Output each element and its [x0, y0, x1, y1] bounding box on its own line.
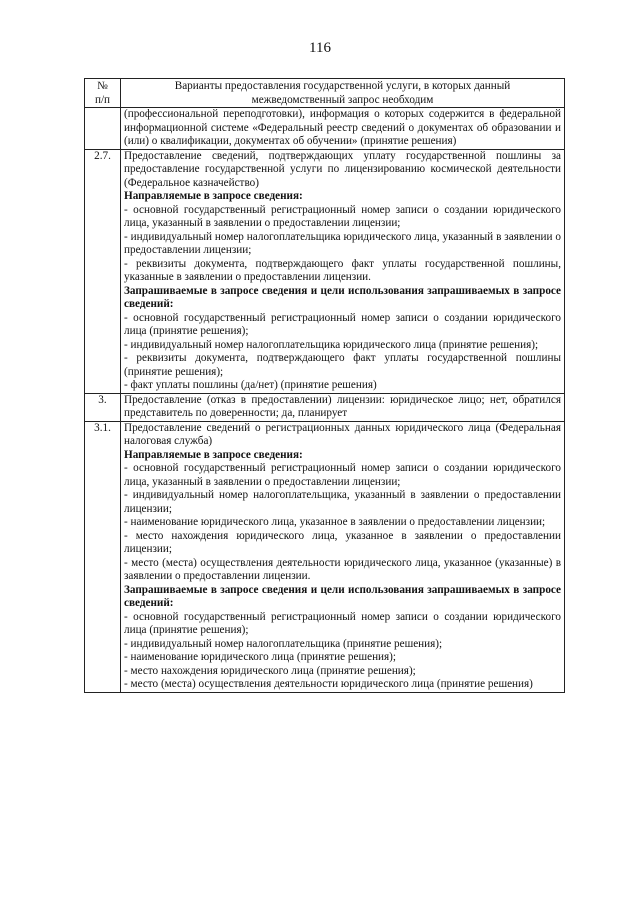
row-paragraph: - основной государственный регистрационный номер записи о создании юридического лица, указанный в заявлении о предоставлении лицензии; — [124, 462, 561, 488]
row-paragraph: - место (места) осуществления деятельности юридического лица (принятие решения) — [124, 678, 533, 690]
row-paragraph: - индивидуальный номер налогоплательщика (принятие решения); — [124, 637, 443, 650]
requests-table — [84, 78, 565, 693]
row-paragraph: - место (места) осуществления деятельности юридического лица, указанное (указанные) в заявлении о предоставлении лицензии. — [124, 556, 561, 582]
table-row — [85, 421, 565, 692]
section-heading: Направляемые в запросе сведения: — [124, 190, 303, 202]
row-content — [121, 149, 565, 393]
table-row — [85, 149, 565, 393]
row-content — [121, 393, 565, 421]
row-paragraph: - основной государственный регистрационный номер записи о создании юридического лица (принятие решения); — [124, 610, 561, 636]
column-header-number-line1: № — [97, 80, 108, 92]
column-header-variants — [121, 79, 565, 108]
row-content — [121, 421, 565, 692]
row-paragraph: - реквизиты документа, подтверждающего факт уплаты государственной пошлины, указанные в заявлении о предоставлении лицензии. — [124, 257, 561, 283]
row-paragraph: Предоставление сведений о регистрационных данных юридического лица (Федеральная налоговая служба) — [124, 421, 561, 447]
page-number: 116 — [309, 40, 331, 56]
row-paragraph: - наименование юридического лица, указанное в заявлении о предоставлении лицензии; — [124, 516, 546, 528]
section-heading: Запрашиваемые в запросе сведения и цели использования запрашиваемых в запросе сведений: — [124, 583, 561, 609]
column-header-number-line2: п/п — [94, 94, 111, 106]
table-row — [85, 108, 565, 150]
row-paragraph: - индивидуальный номер налогоплательщика юридического лица (принятие решения); — [124, 338, 539, 351]
table-row — [85, 393, 565, 421]
row-paragraph: - место нахождения юридического лица (принятие решения); — [124, 664, 416, 677]
row-content — [121, 108, 565, 150]
column-header-number — [85, 79, 121, 108]
table-body — [85, 108, 565, 693]
row-paragraph: - индивидуальный номер налогоплательщика юридического лица, указанный в заявлении о предоставлении лицензии; — [124, 230, 561, 256]
row-number: 2.7. — [85, 149, 121, 393]
row-paragraph: - факт уплаты пошлины (да/нет) (принятие решения) — [124, 379, 377, 391]
column-header-variants-line2: межведомственный запрос необходим — [251, 94, 434, 106]
column-header-variants-line1: Варианты предоставления государственной услуги, в которых данный — [174, 80, 511, 92]
row-paragraph: - наименование юридического лица (принятие решения); — [124, 651, 397, 663]
row-paragraph: - реквизиты документа, подтверждающего факт уплаты государственной пошлины (принятие решения); — [124, 352, 561, 378]
row-number: 3. — [85, 393, 121, 421]
section-heading: Запрашиваемые в запросе сведения и цели использования запрашиваемых в запросе сведений: — [124, 284, 561, 310]
row-paragraph: (профессиональной переподготовки), информация о которых содержится в федеральной информационной системе «Федеральный реестр сведений о документах об образовании и (или) о квалификации, документах об обучении» (принятие решения) — [124, 108, 561, 147]
row-paragraph: - индивидуальный номер налогоплательщика, указанный в заявлении о предоставлении лицензии; — [124, 489, 561, 515]
row-paragraph: - основной государственный регистрационный номер записи о создании юридического лица (принятие решения); — [124, 311, 561, 337]
row-paragraph: Предоставление (отказ в предоставлении) лицензии: юридическое лицо; нет, обратился представитель по доверенности; да, планирует — [124, 393, 561, 419]
table-header-row — [85, 79, 565, 108]
row-paragraph: Предоставление сведений, подтверждающих уплату государственной пошлины за предоставление государственной услуги по лицензированию космической деятельности (Федеральное казначейство) — [124, 149, 561, 189]
section-heading: Направляемые в запросе сведения: — [124, 448, 303, 461]
row-number — [85, 108, 121, 150]
row-number: 3.1. — [85, 421, 121, 692]
row-paragraph: - место нахождения юридического лица, указанное в заявлении о предоставлении лицензии; — [124, 529, 561, 555]
row-paragraph: - основной государственный регистрационный номер записи о создании юридического лица, указанный в заявлении о предоставлении лицензии; — [124, 203, 561, 229]
